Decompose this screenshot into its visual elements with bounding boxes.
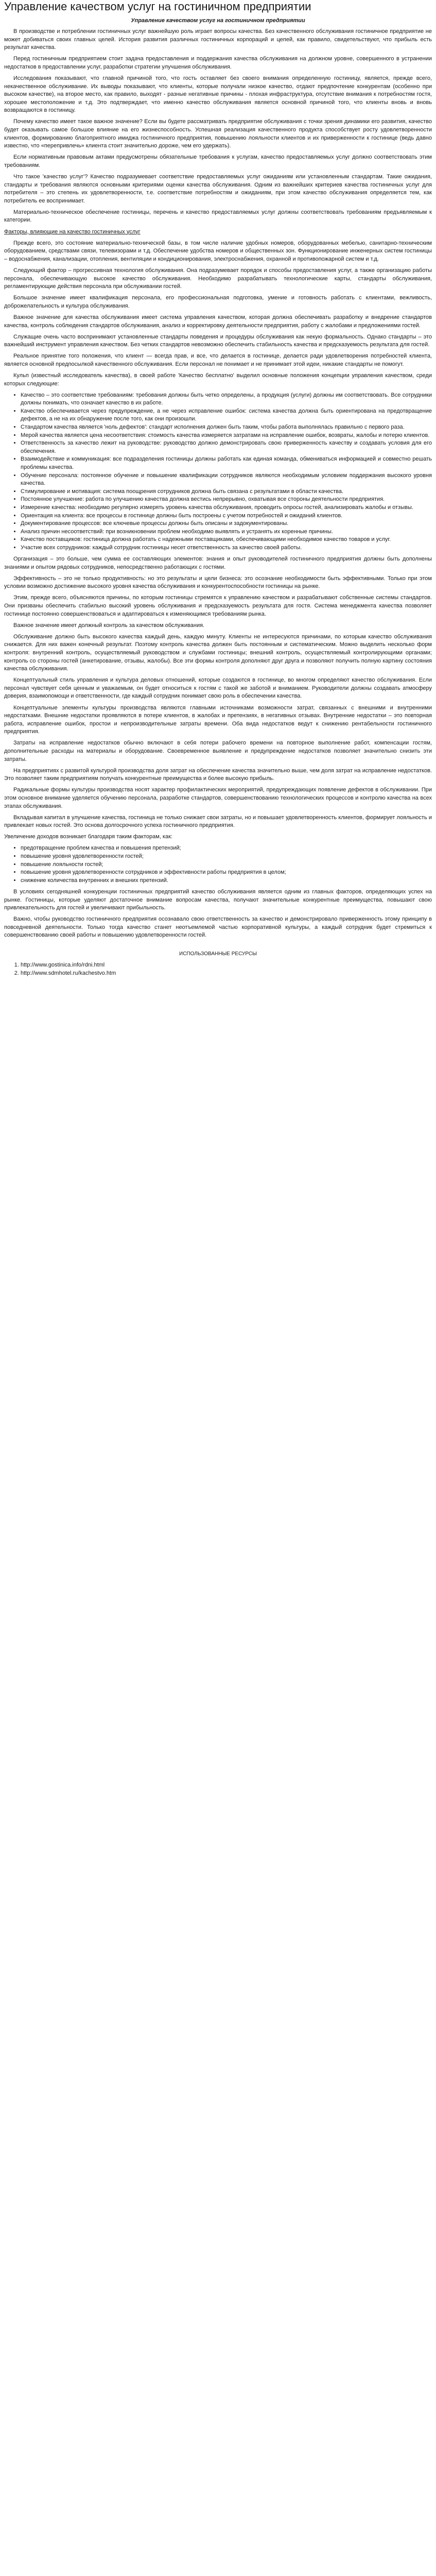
crosby-list-item: • Измерение качества: необходимо регулярно измерять уровень качества обслуживания, проводить опросы гостей, анализировать жалобы и отзывы. xyxy=(21,504,432,512)
intro-paragraph: Почему качество имеет такое важное значение? Если вы будете рассматривать предприятие обслуживания с точки зрения динамики его развития, качество будет оказывать самое большое влияние на его жизнеспособность. Успешная реализация качественного продукта способствует росту удовлетворенности клиентов, формированию благоприятного имиджа гостиничного предприятия, повышению лояльности клиентов и их приверженности к гостинице (ведь давно известно, что «перепривлечь» клиента стоит значительно дороже, чем его удержать). xyxy=(4,118,432,149)
intro-paragraph: В производстве и потреблении гостиничных услуг важнейшую роль играет вопросы качества. Без качественного обслуживания гостиничное предприятие не может добиваться своих главных целей. История развития различных гостиничных корпораций и цепей, как правило, свидетельствуют, что прибыль есть результат качества. xyxy=(4,28,432,51)
crosby-list-item: • Ориентация на клиента: все процессы в гостинице должны быть построены с учетом потребностей и ожиданий клиентов. xyxy=(21,512,432,520)
results-intro: Увеличение доходов возникает благодаря таким факторам, как: xyxy=(4,834,172,840)
organization-paragraph: Концептуальные элементы культуры производства являются главными источниками возможности затрат, связанных с внешними и внутренними недостатками. Внешние недостатки проявляются в потере клиентов, в жалобах и претензиях, в негативных отзывах. Внутренние недостатки – это повторная работа, исправление ошибок, простои и непроизводительные затраты времени. Оба вида недостатков ведут к снижению рентабельности гостиничного предприятия. xyxy=(4,704,432,735)
conclusion-paragraph: Важно, чтобы руководство гостиничного предприятия осознавало свою ответственность за качество и демонстрировало приверженность этому принципу в повседневной деятельности. Только тогда качество станет неотъемлемой частью корпоративной культуры, а каждый сотрудник будет стремиться к совершенствованию своей работы и повышению удовлетворенности гостей. xyxy=(4,916,432,939)
crosby-list-item: • Постоянное улучшение: работа по улучшению качества должна вестись непрерывно, охватывая все стороны деятельности предприятия. xyxy=(21,496,432,504)
organization-paragraph: Важное значение имеет должный контроль за качеством обслуживания. xyxy=(13,622,205,629)
crosby-list-item: • Качество обеспечивается через предупреждение, а не через исправление ошибок: система качества должна быть ориентирована на предотвращение дефектов, а не на их обнаружение после того, как они произошли. xyxy=(21,408,432,423)
intro-paragraph: Если нормативным правовым актами предусмотрены обязательные требования к услугам, качество предоставляемых услуг должно соответствовать этим требованиям. xyxy=(4,154,432,168)
crosby-list-item: • Обучение персонала: постоянное обучение и повышение квалификации сотрудников являются необходимым условием поддержания высокого уровня качества. xyxy=(21,472,432,488)
crosby-list-item: • Качество – это соответствие требованиям: требования должны быть четко определены, а продукция (услуги) должны им соответствовать. Все сотрудники должны понимать, что означает качество в их работе. xyxy=(21,392,432,408)
organization-paragraph: Затраты на исправление недостатков обычно включают в себя потери рабочего времени на повторное выполнение работ, компенсации гостям, дополнительные расходы на материалы и оборудование. Своевременное выявление и предупреждение недостатков позволяет значительно снизить эти затраты. xyxy=(4,740,432,762)
resource-link[interactable]: http://www.sdmhotel.ru/kachestvo.htm xyxy=(21,970,116,976)
results-list-item: • повышение лояльности гостей; xyxy=(21,861,432,869)
organization-paragraph: На предприятиях с развитой культурой производства доля затрат на обеспечение качества значительно выше, чем доля затрат на исправление недостатков. Это позволяет таким предприятиям получать конкурентные преимущества и более высокую прибыль. xyxy=(4,767,432,782)
organization-paragraph: Этим, прежде всего, объясняются причины, по которым гостиницы стремятся к управлению качеством и разрабатывают собственные системы стандартов. Они призваны обеспечить стабильно высокий уровень обслуживания и предсказуемость результата для гостя. Система менеджмента качества позволяет гостинице постоянно совершенствоваться и адаптироваться к изменяющимся требованиям рынка. xyxy=(4,595,432,617)
crosby-list-item: • Документирование процессов: все ключевые процессы должны быть описаны и задокументированы. xyxy=(21,520,432,528)
results-list-item: • повышение уровня удовлетворенности сотрудников и эффективности работы предприятия в целом; xyxy=(21,869,432,877)
organization-paragraph: Концептуальный стиль управления и культура деловых отношений, которые создаются в гостинице, во многом определяют качество обслуживания. Если персонал чувствует себя ценным и уважаемым, он будет относиться к гостям с такой же заботой и вниманием. Руководители должны создавать атмосферу доверия, взаимопомощи и ответственности, где каждый сотрудник понимает свою роль в обеспечении качества. xyxy=(4,677,432,700)
crosby-list-item: • Стимулирование и мотивация: система поощрения сотрудников должна быть связана с результатами в области качества. xyxy=(21,488,432,496)
crosby-list-item: • Ответственность за качество лежит на руководстве: руководство должно демонстрировать свою приверженность качеству и создавать условия для его обеспечения. xyxy=(21,439,432,455)
intro-paragraph: Исследования показывают, что главной причиной того, что гость оставляет без своего внимания определенную гостиницу, является, прежде всего, некачественное обслуживание. Их выводы показывают, что клиенты, которые получали низкое качество, отдают предпочтение конкурентам (особенно при высоком качестве), на второе место, как правило, выходят - разные негативные причины - плохая инфраструктура, отсутствие внимания к потребностям гостя, хорошее местоположение и т.д. Это подтверждает, что именно качество обслуживания является основной причиной того, что клиенты вновь и вновь возвращаются в гостиницу. xyxy=(4,75,432,114)
results-list xyxy=(4,844,432,885)
article xyxy=(0,0,436,977)
page-title: Управление качеством услуг на гостиничном предприятии xyxy=(4,0,311,13)
article-subtitle: Управление качеством услуг на гостиничном предприятии xyxy=(131,18,305,24)
intro-section xyxy=(4,28,432,225)
factors-paragraph: Прежде всего, это состояние материально-технической базы, в том числе наличие удобных номеров, оборудованных мебелью, санитарно-техническим оборудованием, средствами связи, телевизорами и т.д. Обеспечение удобства номеров и общественных зон. Функционирование инженерных систем гостиницы – водоснабжения, канализации, отопления, вентиляции и кондиционирования, электроснабжения, охранной и противопожарной систем и т.д. xyxy=(4,240,432,262)
organization-section xyxy=(4,555,432,830)
results-list-item: • предотвращение проблем качества и повышения претензий; xyxy=(21,844,432,853)
factors-section xyxy=(4,240,432,369)
intro-paragraph: Что такое 'качество услуг'? Качество подразумевает соответствие предоставляемых услуг ожиданиям или установленным стандартам. Такие ожидания, стандарты и требования являются основными критериями оценки качества обслуживания. Одним из важнейших критериев качества гостиничных услуг для потребителя – это степень их удовлетворенности, т.е. соответствие потребностям и ожиданиям, при этом качество обслуживания определяется тем, как потребитель ее воспринимает. xyxy=(4,174,432,204)
results-list-item: • снижение количества внутренних и внешних претензий. xyxy=(21,877,432,885)
organization-paragraph: Радикальные формы культуры производства носят характер профилактических мероприятий, предупреждающих появление дефектов в обслуживании. При этом основное внимание уделяется обучению персонала, разработке стандартов, совершенствованию технологических процессов и контролю качества на всех этапах обслуживания. xyxy=(4,787,432,809)
conclusion-section xyxy=(4,888,432,940)
factors-paragraph: Большое значение имеет квалификация персонала, его профессиональная подготовка, умение и готовность работать с клиентами, вежливость, доброжелательность и культура обслуживания. xyxy=(4,295,432,309)
factors-paragraph: Служащие очень часто воспринимают установленные стандарты поведения и процедуры обслуживания как некую формальность. Однако стандарты – это важнейший инструмент управления качеством. Без четких стандартов невозможно обеспечить стабильность качества и предсказуемость результата для гостей. xyxy=(4,333,432,348)
factors-heading-text: Факторы, влияющие на качество гостиничных услуг xyxy=(4,228,141,235)
crosby-list-item: • Качество поставщиков: гостиница должна работать с надежными поставщиками, обеспечивающими необходимое качество товаров и услуг. xyxy=(21,536,432,544)
organization-paragraph: Организация – это больше, чем сумма ее составляющих элементов: знания и опыт руководителей гостиничного предприятия должны быть дополнены знаниями и опытом рядовых сотрудников, непосредственно работающих с гостями. xyxy=(4,556,432,570)
factors-heading xyxy=(4,228,432,236)
results-list-item: • повышение уровня удовлетворенности гостей; xyxy=(21,853,432,861)
factors-paragraph: Реальное принятие того положения, что клиент — всегда прав, и все, что делается в гостинице, делается ради удовлетворения потребностей клиента, является основной предпосылкой качественного обслуживания. Если персонал не понимает и не принимает этой идеи, никакие стандарты не помогут. xyxy=(4,353,432,367)
resource-link[interactable]: http://www.gostinica.info/rdni.html xyxy=(21,961,105,968)
crosby-list-item: • Мерой качества является цена несоответствия: стоимость качества измеряется затратами на исправление ошибок, возвраты, жалобы и потерю клиентов. xyxy=(21,432,432,440)
resources-heading: ИСПОЛЬЗОВАННЫЕ РЕСУРСЫ xyxy=(179,951,257,957)
organization-paragraph: Вкладывая капитал в улучшение качества, гостиница не только снижает свои затраты, но и повышает удовлетворенность клиентов, формирует лояльность и привлекает новых гостей. Это основа долгосрочного успеха гостиничного предприятия. xyxy=(4,814,432,829)
conclusion-paragraph: В условиях сегодняшней конкуренции гостиничных предприятий качество обслуживания является одним из главных факторов, определяющих успех на рынке. Гостиницы, которые уделяют достаточное внимание вопросам качества, получают значительные конкурентные преимущества, повышают свою привлекательность для гостей и увеличивают прибыльность. xyxy=(4,888,432,911)
crosby-list-item: • Стандартом качества является 'ноль дефектов': стандарт исполнения должен быть таким, чтобы работа выполнялась правильно с первого раза. xyxy=(21,423,432,432)
intro-paragraph: Перед гостиничным предприятием стоит задача предоставления и поддержания качества обслуживания на должном уровне, совершенного в устранении недостатков в предоставлении услуг, разработки стратегии улучшения обслуживания. xyxy=(4,56,432,70)
crosby-list xyxy=(4,392,432,552)
crosby-list-item: • Участие всех сотрудников: каждый сотрудник гостиницы несет ответственность за качество своей работы. xyxy=(21,544,432,552)
resource-item xyxy=(21,961,432,969)
organization-paragraph: Обслуживание должно быть высокого качества каждый день, каждую минуту. Клиенты не интересуются причинами, по которым качество обслуживания снижается. Для них важен конечный результат. Поэтому контроль качества должен быть постоянным и систематическим. Можно выделить несколько форм контроля: внутренний контроль, осуществляемый руководством и службами гостиницы; внешний контроль, осуществляемый контролирующими органами; контроль со стороны гостей (анкетирование, отзывы, жалобы). Все эти формы контроля дополняют друг друга и позволяют получить полную картину состояния качества обслуживания. xyxy=(4,633,432,672)
intro-paragraph: Материально-техническое обеспечение гостиницы, перечень и качество предоставляемых услуг должны соответствовать требованиям предъявляемым к категории. xyxy=(4,209,432,224)
crosby-list-item: • Анализ причин несоответствий: при возникновении проблем необходимо выявлять и устранять их коренные причины. xyxy=(21,528,432,536)
factors-paragraph: Следующий фактор – прогрессивная технология обслуживания. Она подразумевает порядок и способы предоставления услуг, а также организацию работы персонала, обеспечивающую высокое качество обслуживания. Необходимо разрабатывать технологические карты, стандарты обслуживания, регламентирующие действия персонала при обслуживании гостей. xyxy=(4,267,432,290)
resource-item xyxy=(21,969,432,977)
resources-list xyxy=(4,961,432,977)
factors-paragraph: Важное значение для качества обслуживания имеет система управления качеством, которая должна обеспечивать разработку и внедрение стандартов качества, контроль соблюдения стандартов обслуживания, анализ и корректировку деятельности предприятия, работу с жалобами и предложениями гостей. xyxy=(4,314,432,329)
crosby-intro: Кульп (известный исследователь качества), в своей работе 'Качество бесплатно' выделил основные положения концепции управления качеством, среди которых следующие: xyxy=(4,372,432,387)
crosby-list-item: • Взаимодействие и коммуникация: все подразделения гостиницы должны работать как единая команда, обмениваться информацией и совместно решать проблемы качества. xyxy=(21,455,432,471)
organization-paragraph: Эффективность – это не только продуктивность: но это результаты и цели бизнеса: это осознание необходимости быть эффективными. Только при этом условии возможно достижение высокого уровня качества обслуживания и конкурентоспособности гостиницы на рынке. xyxy=(4,575,432,590)
